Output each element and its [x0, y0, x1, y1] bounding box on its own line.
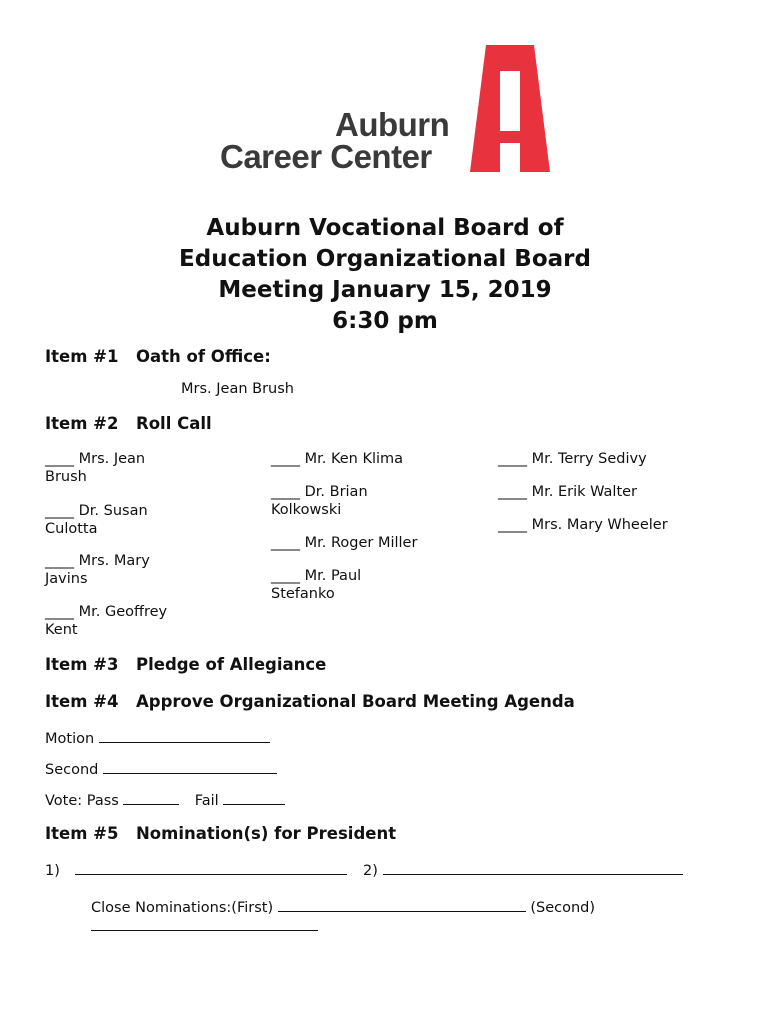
check-blank[interactable]: ____: [45, 604, 74, 620]
check-blank[interactable]: ____: [271, 484, 300, 500]
member-name: Mrs. Jean Brush: [45, 451, 146, 485]
roll-call-entry: [498, 483, 637, 501]
roll-call-entry: [271, 483, 386, 519]
item-4-heading: [45, 692, 575, 711]
second-label: Second: [45, 762, 99, 778]
roll-call-entry: [498, 450, 647, 468]
member-name: Dr. Susan Culotta: [45, 503, 148, 537]
fail-label: Fail: [194, 793, 219, 809]
oath-person: Mrs. Jean Brush: [181, 381, 294, 397]
member-name: Mrs. Mary Wheeler: [531, 517, 668, 533]
item-1-heading: [45, 347, 271, 366]
check-blank[interactable]: ____: [271, 535, 300, 551]
pass-line[interactable]: [123, 790, 179, 805]
item-label: Pledge of Allegiance: [136, 655, 327, 674]
check-blank[interactable]: ____: [498, 484, 527, 500]
nomination-2: [363, 860, 683, 880]
member-name: Mr. Ken Klima: [304, 451, 404, 467]
title-line: Education Organizational Board: [179, 246, 591, 272]
item-label: Nomination(s) for President: [136, 824, 397, 843]
first-line[interactable]: [278, 897, 526, 912]
item-5-heading: [45, 824, 396, 843]
nomination-number: 1): [45, 863, 60, 879]
item-label: Approve Organizational Board Meeting Agenda: [136, 692, 575, 711]
fail-line[interactable]: [223, 790, 285, 805]
roll-call-entry: [45, 450, 165, 486]
member-name: Mr. Paul Stefanko: [271, 568, 362, 602]
logo-line-2: Career Center: [220, 138, 432, 175]
logo-line-1: Auburn: [335, 106, 450, 143]
pass-label: Pass: [86, 793, 119, 809]
member-name: Dr. Brian Kolkowski: [271, 484, 368, 518]
nomination-2-line[interactable]: [383, 860, 683, 875]
member-name: Mr. Erik Walter: [531, 484, 638, 500]
roll-call-entry: [271, 567, 381, 603]
roll-call-entry: [498, 516, 668, 534]
check-blank[interactable]: ____: [498, 517, 527, 533]
member-name: Mr. Terry Sedivy: [531, 451, 647, 467]
motion-line[interactable]: [99, 728, 270, 743]
nomination-1: [45, 860, 347, 880]
member-name: Mr. Roger Miller: [304, 535, 418, 551]
title-line: Meeting January 15, 2019: [218, 277, 552, 303]
item-label: Roll Call: [136, 414, 212, 433]
motion-label: Motion: [45, 731, 95, 747]
vote-label: Vote:: [45, 793, 83, 809]
roll-call-entry: [271, 450, 471, 468]
item-number: Item #2: [45, 414, 119, 433]
title-line: Auburn Vocational Board of: [206, 215, 564, 241]
roll-call-entry: [271, 534, 471, 552]
nomination-1-line[interactable]: [75, 860, 347, 875]
roll-call-entry: [45, 502, 165, 538]
second-row: [45, 759, 277, 779]
item-number: Item #4: [45, 692, 119, 711]
check-blank[interactable]: ____: [271, 451, 300, 467]
item-2-heading: [45, 414, 212, 433]
page-title: [0, 213, 770, 337]
item-number: Item #1: [45, 347, 119, 366]
check-blank[interactable]: ____: [45, 503, 74, 519]
roll-call-entry: [45, 603, 180, 639]
check-blank[interactable]: ____: [271, 568, 300, 584]
item-number: Item #5: [45, 824, 119, 843]
first-label: (First): [231, 900, 274, 916]
second-label: (Second): [530, 900, 596, 916]
logo-a-mark: [470, 45, 550, 172]
member-name: Mrs. Mary Javins: [45, 553, 150, 587]
roll-call-entry: [45, 552, 165, 588]
item-number: Item #3: [45, 655, 119, 674]
item-3-heading: [45, 655, 326, 674]
check-blank[interactable]: ____: [498, 451, 527, 467]
close-nominations-row: [91, 897, 595, 917]
second-line[interactable]: [91, 916, 318, 931]
vote-row: [45, 790, 285, 810]
motion-row: [45, 728, 270, 748]
check-blank[interactable]: ____: [45, 553, 74, 569]
title-line: 6:30 pm: [332, 308, 438, 334]
close-label: Close Nominations:: [91, 900, 232, 916]
nomination-number: 2): [363, 863, 378, 879]
item-label: Oath of Office:: [136, 347, 271, 366]
second-line[interactable]: [103, 759, 277, 774]
member-name: Mr. Geoffrey Kent: [45, 604, 168, 638]
check-blank[interactable]: ____: [45, 451, 74, 467]
